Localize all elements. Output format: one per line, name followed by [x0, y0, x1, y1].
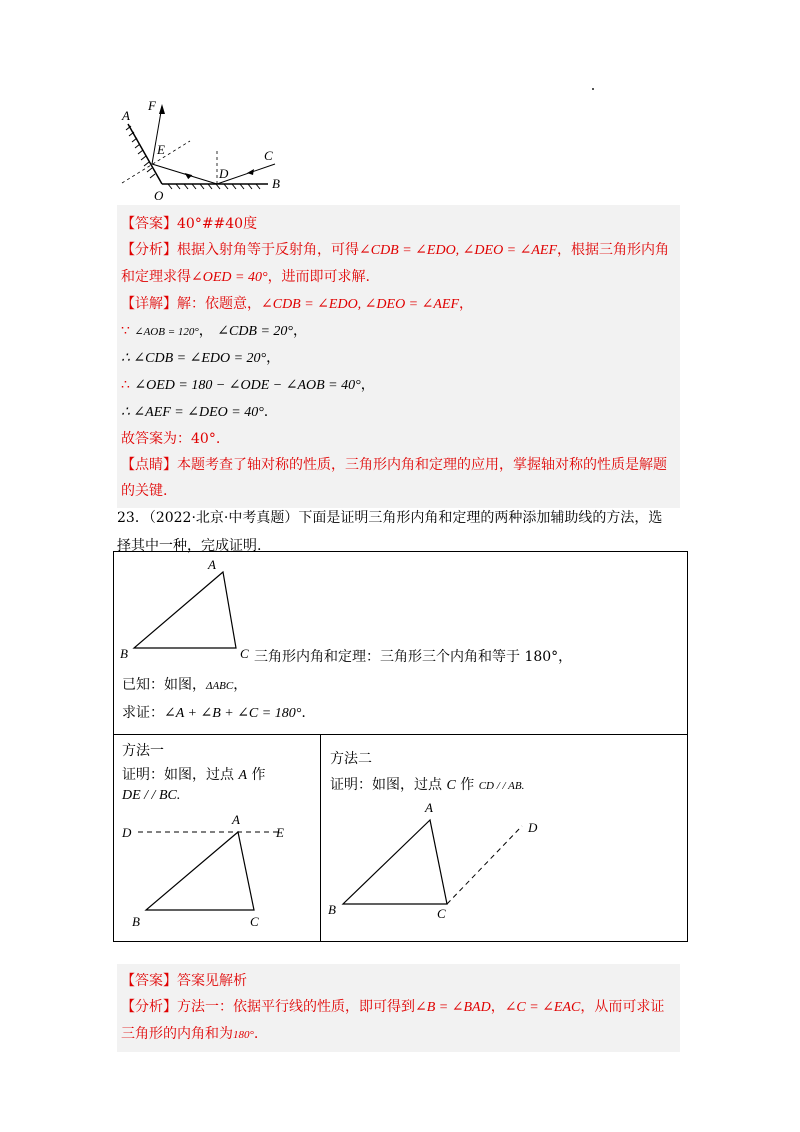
label-F: F	[148, 98, 156, 113]
question-line-2: 择其中一种，完成证明.	[117, 538, 262, 554]
tri-label-C: C	[240, 646, 249, 661]
label-B: B	[272, 176, 280, 191]
step-3: ∴ ∠OED = 180 − ∠ODE − ∠AOB = 40°，	[121, 377, 375, 393]
question-line-1: 23．（2022·北京·中考真题）下面是证明三角形内角和定理的两种添加辅助线的方法，选	[117, 510, 663, 526]
step-2: ∴ ∠CDB = ∠EDO = 20°，	[121, 350, 281, 366]
m1-label-C: C	[250, 914, 259, 929]
label-A: A	[122, 108, 130, 123]
given-statement: 已知：如图，ΔABC，	[122, 677, 248, 693]
m1-label-D: D	[122, 825, 132, 840]
answer-line: 【答案】40°##40度	[121, 216, 258, 232]
final-answer: 故答案为：40°.	[121, 431, 221, 447]
method-2-proof: 证明：如图，过点 C 作 CD / / AB.	[330, 777, 525, 793]
method-1-title: 方法一	[122, 743, 164, 759]
prove-statement: 求证：∠A + ∠B + ∠C = 180°.	[122, 705, 306, 721]
answer-block-1	[117, 205, 680, 508]
step-4: ∴ ∠AEF = ∠DEO = 40°.	[121, 404, 269, 420]
m1-label-B: B	[132, 914, 140, 929]
m1-label-A: A	[232, 812, 240, 827]
method-1-proof: 证明：如图，过点 A 作	[122, 767, 266, 783]
tri-label-A: A	[208, 557, 216, 572]
method-1-line: DE / / BC.	[122, 788, 181, 803]
m2-label-C: C	[437, 906, 446, 921]
analysis-line-1: 【分析】根据入射角等于反射角，可得∠CDB = ∠EDO, ∠DEO = ∠AEF，根据三角形内角	[121, 242, 670, 258]
m1-label-E: E	[276, 825, 284, 840]
answer2-analysis-1: 【分析】方法一：依据平行线的性质，即可得到∠B = ∠BAD，∠C = ∠EAC，从而可求证	[121, 999, 665, 1015]
label-C: C	[264, 148, 273, 163]
label-E: E	[157, 142, 165, 157]
method-2-figure	[325, 796, 550, 921]
method-2-title: 方法二	[330, 751, 372, 767]
methods-divider	[320, 734, 321, 942]
m2-label-D: D	[528, 820, 538, 835]
method-1-figure	[118, 808, 308, 933]
comment-line-2: 的关键.	[121, 483, 168, 499]
triangle-abc-figure	[116, 556, 266, 666]
m2-label-A: A	[425, 800, 433, 815]
analysis-line-2: 和定理求得∠OED = 40°，进而即可求解.	[121, 269, 371, 285]
answer-block-2	[117, 964, 680, 1052]
comment-line-1: 【点睛】本题考查了轴对称的性质，三角形内角和定理的应用，掌握轴对称的性质是解题	[121, 457, 667, 473]
reflection-figure	[112, 96, 292, 206]
answer2-analysis-2: 三角形的内角和为180°.	[121, 1026, 259, 1042]
label-D: D	[219, 166, 229, 181]
tri-label-B: B	[120, 646, 128, 661]
stray-dot	[592, 88, 594, 90]
step-1: ∵ ∠AOB = 120°， ∠CDB = 20°，	[121, 323, 308, 339]
label-O: O	[154, 188, 164, 203]
detail-line-1: 【详解】解：依题意，∠CDB = ∠EDO, ∠DEO = ∠AEF，	[121, 296, 474, 312]
m2-label-B: B	[328, 902, 336, 917]
answer2-line: 【答案】答案见解析	[121, 973, 247, 989]
theorem-statement: 三角形内角和定理：三角形三个内角和等于 180°，	[254, 649, 573, 665]
